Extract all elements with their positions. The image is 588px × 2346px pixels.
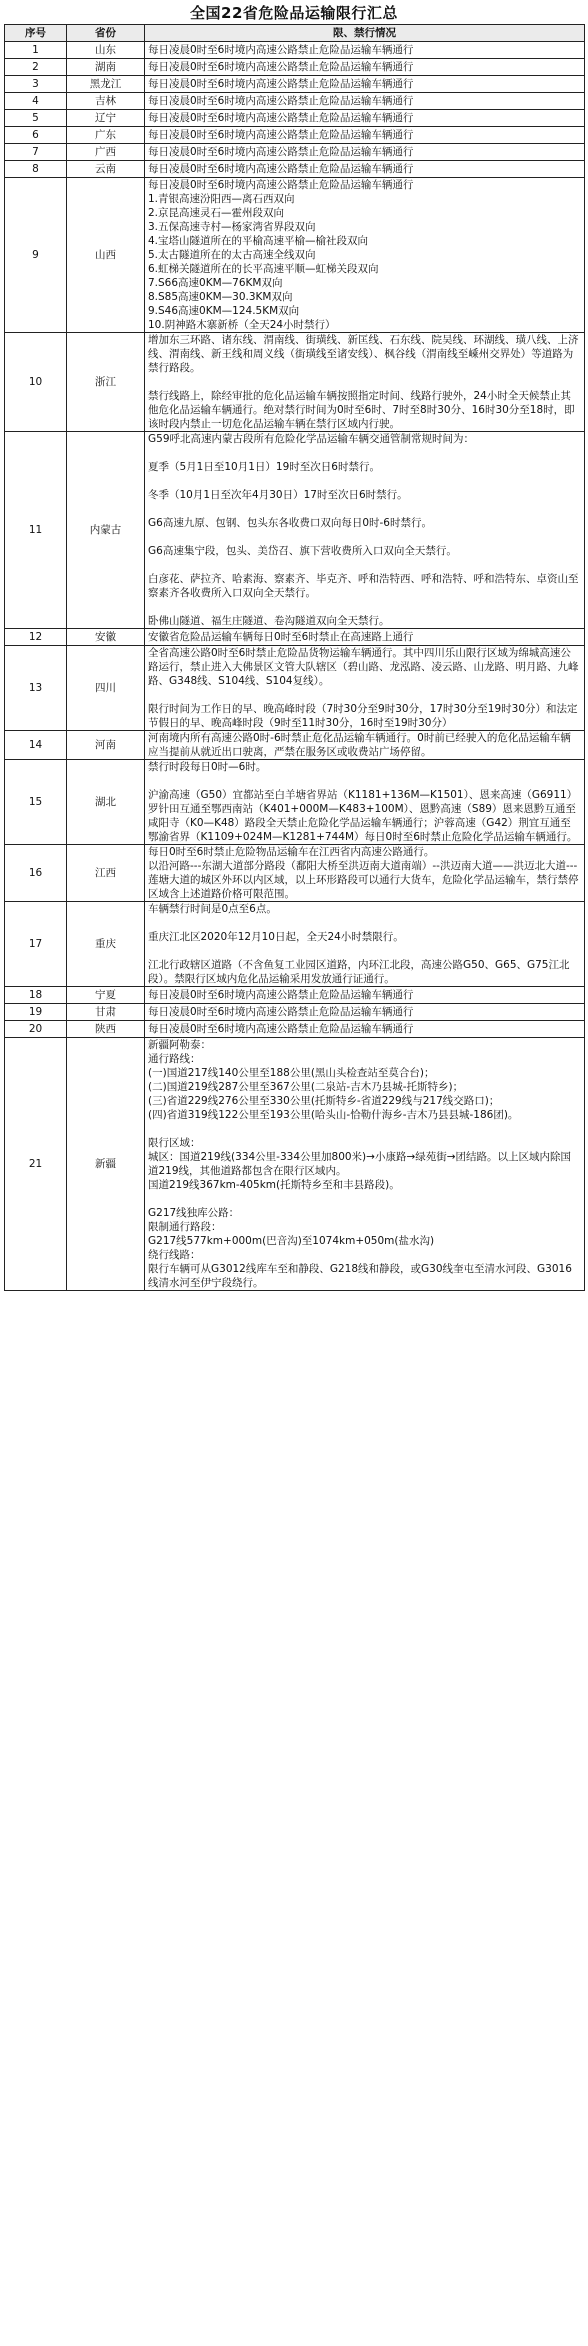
row-restriction: 每日凌晨0时至6时境内高速公路禁止危险品运输车辆通行 (145, 1004, 585, 1021)
table-row (5, 333, 585, 432)
table-row (5, 178, 585, 333)
row-province: 浙江 (67, 333, 145, 432)
row-restriction: 每日凌晨0时至6时境内高速公路禁止危险品运输车辆通行 (145, 110, 585, 127)
row-number: 17 (5, 902, 67, 987)
header-row (5, 25, 585, 42)
table-row (5, 845, 585, 902)
table-row (5, 93, 585, 110)
row-province: 山西 (67, 178, 145, 333)
table-row (5, 432, 585, 629)
table-title: 全国22省危险品运输限行汇总 (190, 4, 398, 22)
row-province: 湖北 (67, 760, 145, 845)
table-row (5, 629, 585, 646)
row-restriction: 河南境内所有高速公路0时-6时禁止危化品运输车辆通行。0时前已经驶入的危化品运输车辆应当提前从就近出口驶离，严禁在服务区或收费站广场停留。 (145, 731, 585, 760)
row-number: 11 (5, 432, 67, 629)
row-restriction: 新疆阿勒泰： 通行路线： (一)国道217线140公里至188公里(黑山头检查站至莫合台)； (二)国道219线287公里至367公里(二泉站-吉木乃县城-托斯特乡)； (三)省道229线276公里至330公里(托斯特乡-省道229线与217线交路口)； (四)省道319线122公里至193公里(哈头山-恰勒什海乡-吉木乃县县城-186团)。 限行区域： 城区：国道219线(334公里-334公里加800米)→小康路→绿苑街→团结路。以上区域内除国道219线，其他道路都包含在限行区域内。 国道219线367km-405km(托斯特乡至和丰县路段)。 G217线独库公路： 限制通行路段： G217线577km+000m(巴音沟)至1074km+050m(盐水沟) 绕行线路： 限行车辆可从G3012线库车至和静段、G218线和静段，或G30线奎屯至清水河段、G3016线清水河至伊宁段绕行。 (145, 1038, 585, 1291)
row-number: 19 (5, 1004, 67, 1021)
table-row (5, 902, 585, 987)
row-number: 18 (5, 987, 67, 1004)
table-row (5, 161, 585, 178)
row-restriction: 每日凌晨0时至6时境内高速公路禁止危险品运输车辆通行 (145, 76, 585, 93)
row-restriction: 安徽省危险品运输车辆每日0时至6时禁止在高速路上通行 (145, 629, 585, 646)
row-number: 14 (5, 731, 67, 760)
row-province: 陕西 (67, 1021, 145, 1038)
table-row (5, 110, 585, 127)
row-number: 12 (5, 629, 67, 646)
table-row (5, 76, 585, 93)
table-row (5, 127, 585, 144)
row-province: 甘肃 (67, 1004, 145, 1021)
table-row (5, 1004, 585, 1021)
table-row (5, 42, 585, 59)
header-restriction: 限、禁行情况 (145, 25, 585, 42)
row-restriction: 每日凌晨0时至6时境内高速公路禁止危险品运输车辆通行 (145, 59, 585, 76)
table-row (5, 59, 585, 76)
table-row (5, 987, 585, 1004)
row-restriction: 车辆禁行时间是0点至6点。 重庆江北区2020年12月10日起，全天24小时禁限行。 江北行政辖区道路（不含鱼复工业园区道路，内环江北段，高速公路G50、G65、G75江北段）。禁限行区域内危化品运输采用发放通行证通行。 (145, 902, 585, 987)
row-number: 3 (5, 76, 67, 93)
table-row (5, 760, 585, 845)
row-number: 13 (5, 646, 67, 731)
row-number: 8 (5, 161, 67, 178)
row-province: 江西 (67, 845, 145, 902)
row-number: 5 (5, 110, 67, 127)
row-province: 湖南 (67, 59, 145, 76)
row-province: 内蒙古 (67, 432, 145, 629)
row-restriction: 每日凌晨0时至6时境内高速公路禁止危险品运输车辆通行 (145, 42, 585, 59)
row-number: 1 (5, 42, 67, 59)
row-number: 16 (5, 845, 67, 902)
row-restriction: 每日凌晨0时至6时境内高速公路禁止危险品运输车辆通行 (145, 144, 585, 161)
row-province: 河南 (67, 731, 145, 760)
row-province: 重庆 (67, 902, 145, 987)
row-number: 15 (5, 760, 67, 845)
row-restriction: 每日凌晨0时至6时境内高速公路禁止危险品运输车辆通行 (145, 1021, 585, 1038)
table-row (5, 1038, 585, 1291)
row-number: 20 (5, 1021, 67, 1038)
row-province: 辽宁 (67, 110, 145, 127)
restriction-table (4, 24, 585, 1291)
row-number: 9 (5, 178, 67, 333)
row-restriction: 每日凌晨0时至6时境内高速公路禁止危险品运输车辆通行 (145, 127, 585, 144)
row-number: 6 (5, 127, 67, 144)
row-province: 广东 (67, 127, 145, 144)
row-number: 10 (5, 333, 67, 432)
header-number: 序号 (5, 25, 67, 42)
row-number: 21 (5, 1038, 67, 1291)
row-number: 4 (5, 93, 67, 110)
row-province: 安徽 (67, 629, 145, 646)
row-province: 四川 (67, 646, 145, 731)
table-row (5, 646, 585, 731)
row-province: 山东 (67, 42, 145, 59)
row-restriction: 每日凌晨0时至6时境内高速公路禁止危险品运输车辆通行 (145, 93, 585, 110)
table-row (5, 144, 585, 161)
row-restriction: 每日凌晨0时至6时境内高速公路禁止危险品运输车辆通行 1.青银高速汾阳西—离石西双向 2.京昆高速灵石—霍州段双向 3.五保高速寺村—杨家湾省界段双向 4.宝塔山隧道所在的平榆高速平榆—榆社段双向 5.太古隧道所在的太古高速全线双向 6.虹梯关隧道所在的长平高速平顺—虹梯关段双向 7.S66高速0KM—76KM双向 8.S85高速0KM—30.3KM双向 9.S46高速0KM—124.5KM双向 10.阴神路木寨新桥（全天24小时禁行） (145, 178, 585, 333)
row-province: 黑龙江 (67, 76, 145, 93)
row-province: 广西 (67, 144, 145, 161)
row-restriction: G59呼北高速内蒙古段所有危险化学品运输车辆交通管制常规时间为： 夏季（5月1日至10月1日）19时至次日6时禁行。 冬季（10月1日至次年4月30日）17时至次日6时禁行。 G6高速九原、包钢、包头东各收费口双向每日0时-6时禁行。 G6高速集宁段，包头、美岱召、旗下营收费所入口双向全天禁行。 白彦花、萨拉齐、哈素海、察素齐、毕克齐、呼和浩特西、呼和浩特、呼和浩特东、卓资山至察素齐各收费所入口双向全天禁行。 卧佛山隧道、福生庄隧道、卷沟隧道双向全天禁行。 (145, 432, 585, 629)
row-restriction: 全省高速公路0时至6时禁止危险品货物运输车辆通行。其中四川乐山限行区域为绵城高速公路运行，禁止进入大佛景区文管大队辖区（碧山路、龙泓路、凌云路、山龙路、明月路、九峰路、G348线、S104线、S104复线）。 限行时间为工作日的早、晚高峰时段（7时30分至9时30分，17时30分至19时30分）和法定节假日的早、晚高峰时段（9时至11时30分，16时至19时30分） (145, 646, 585, 731)
row-restriction: 禁行时段每日0时—6时。 沪渝高速（G50）宜都站至白羊塘省界站（K1181+136M—K1501）、恩来高速（G6911）罗针田互通至鄂西南站（K401+000M—K483+100M）、恩黔高速（S89）恩来恩黔互通至咸阳寺（K0—K48）路段全天禁止危险化学品运输车辆通行；沪蓉高速（G42）荆宜互通至鄂渝省界（K1109+024M—K1281+744M）每日0时至6时禁止危险化学品运输车辆通行。 (145, 760, 585, 845)
table-row (5, 1021, 585, 1038)
row-number: 2 (5, 59, 67, 76)
row-restriction: 每日凌晨0时至6时境内高速公路禁止危险品运输车辆通行 (145, 987, 585, 1004)
table-row (5, 731, 585, 760)
row-restriction: 增加东三环路、诸东线、渭南线、街璜线、新匡线、石东线、院吴线、环湖线、璜八线、上济线、渭南线、新王线和周义线（街璜线至诸安线）、枫谷线（渭南线至嵊州交界处）等道路为禁行路段。 禁行线路上，除经审批的危化品运输车辆按照指定时间、线路行驶外，24小时全天候禁止其他危化品运输车辆通行。绝对禁行时间为0时至6时、7时至8时30分、16时30分至18时，即该时段内禁止一切危化品运输车辆在禁行区域内行驶。 (145, 333, 585, 432)
row-province: 宁夏 (67, 987, 145, 1004)
row-restriction: 每日0时至6时禁止危险物品运输车在江西省内高速公路通行。 以沿河路---东湖大道部分路段（鄱阳大桥至洪迈南大道南端）--洪迈南大道——洪迈北大道---莲塘大道的城区外环以内区域，以上环形路段可以通行大货车，危险化学品运输车，禁行禁停区域含上述道路价格可限范围。 (145, 845, 585, 902)
row-number: 7 (5, 144, 67, 161)
row-province: 新疆 (67, 1038, 145, 1291)
header-province: 省份 (67, 25, 145, 42)
row-restriction: 每日凌晨0时至6时境内高速公路禁止危险品运输车辆通行 (145, 161, 585, 178)
sheet (4, 2, 584, 1291)
row-province: 云南 (67, 161, 145, 178)
row-province: 吉林 (67, 93, 145, 110)
